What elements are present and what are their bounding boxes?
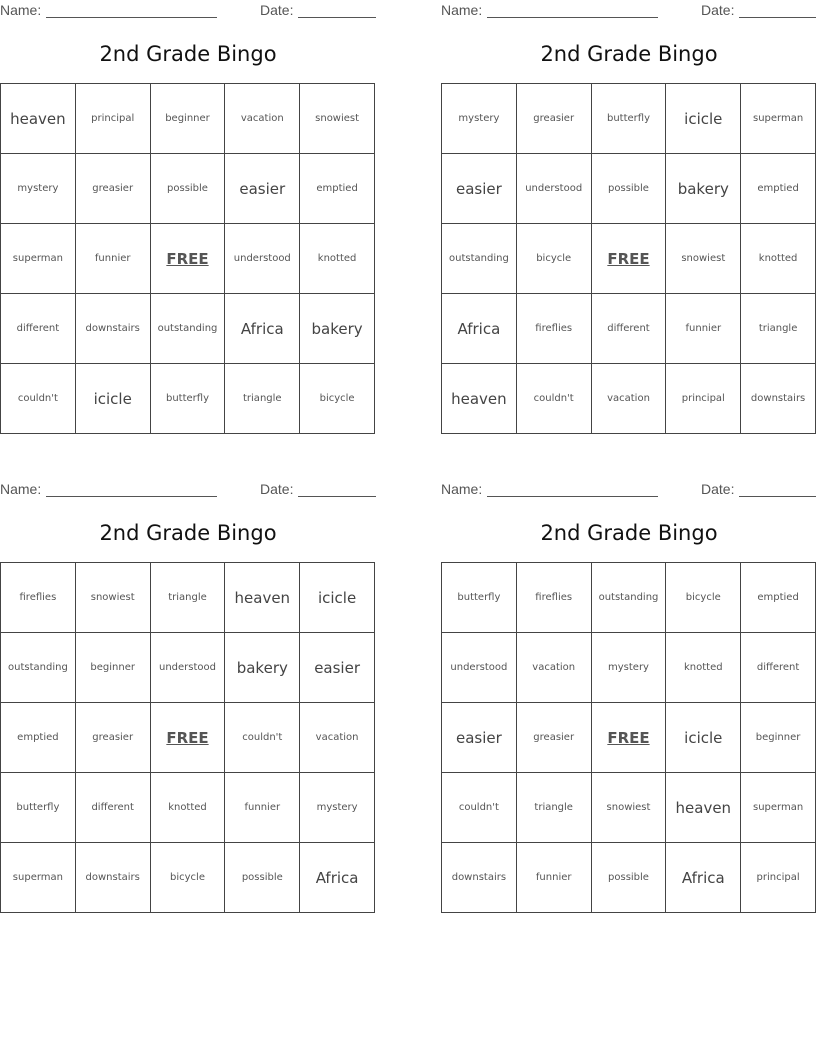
bingo-cell: butterfly — [151, 364, 226, 434]
bingo-cell: bakery — [225, 633, 300, 703]
free-space-cell: FREE — [592, 224, 667, 294]
bingo-grid — [0, 562, 375, 913]
bingo-cell: possible — [151, 154, 226, 224]
bingo-cell: snowiest — [76, 563, 151, 633]
date-blank-line — [298, 17, 376, 18]
name-blank-line — [487, 17, 658, 18]
bingo-cell: bicycle — [300, 364, 375, 434]
bingo-cell: easier — [225, 154, 300, 224]
bingo-cell: superman — [741, 773, 816, 843]
bingo-cell: outstanding — [151, 294, 226, 364]
bingo-cell: beginner — [76, 633, 151, 703]
name-date-row — [0, 2, 376, 20]
bingo-cell: vacation — [517, 633, 592, 703]
bingo-cell: mystery — [300, 773, 375, 843]
name-date-row — [441, 2, 816, 20]
bingo-cell: snowiest — [666, 224, 741, 294]
bingo-cell: icicle — [666, 84, 741, 154]
bingo-cell: principal — [741, 843, 816, 913]
date-blank-line — [298, 496, 376, 497]
bingo-cell: different — [1, 294, 76, 364]
bingo-cell: heaven — [666, 773, 741, 843]
bingo-cell: downstairs — [76, 294, 151, 364]
bingo-cell: bakery — [666, 154, 741, 224]
bingo-cell: couldn't — [517, 364, 592, 434]
free-space-cell: FREE — [151, 703, 226, 773]
name-date-row — [0, 481, 376, 499]
bingo-cell: triangle — [741, 294, 816, 364]
bingo-cell: greasier — [76, 154, 151, 224]
bingo-cell: butterfly — [442, 563, 517, 633]
bingo-cell: heaven — [442, 364, 517, 434]
bingo-cell: mystery — [1, 154, 76, 224]
name-label: Name: — [0, 2, 42, 18]
bingo-cell: funnier — [225, 773, 300, 843]
bingo-cell: fireflies — [517, 563, 592, 633]
date-blank-line — [739, 496, 816, 497]
bingo-cell: mystery — [592, 633, 667, 703]
bingo-cell: different — [741, 633, 816, 703]
bingo-cell: Africa — [442, 294, 517, 364]
name-date-row — [441, 481, 816, 499]
bingo-cell: superman — [741, 84, 816, 154]
bingo-cell: understood — [442, 633, 517, 703]
bingo-cell: bicycle — [517, 224, 592, 294]
bingo-cell: mystery — [442, 84, 517, 154]
bingo-cell: emptied — [300, 154, 375, 224]
bingo-cell: greasier — [517, 703, 592, 773]
bingo-cell: snowiest — [300, 84, 375, 154]
bingo-cell: beginner — [151, 84, 226, 154]
bingo-cell: principal — [666, 364, 741, 434]
free-space-cell: FREE — [151, 224, 226, 294]
bingo-cell: vacation — [300, 703, 375, 773]
bingo-cell: triangle — [517, 773, 592, 843]
bingo-cell: understood — [517, 154, 592, 224]
name-label: Name: — [441, 481, 483, 497]
bingo-cell: principal — [76, 84, 151, 154]
card-title: 2nd Grade Bingo — [540, 42, 718, 66]
bingo-cell: bicycle — [666, 563, 741, 633]
date-label: Date: — [260, 481, 294, 497]
bingo-cell: couldn't — [442, 773, 517, 843]
bingo-cell: icicle — [666, 703, 741, 773]
bingo-cell: outstanding — [1, 633, 76, 703]
bingo-cell: beginner — [741, 703, 816, 773]
bingo-cell: downstairs — [741, 364, 816, 434]
bingo-cell: emptied — [1, 703, 76, 773]
bingo-cell: vacation — [225, 84, 300, 154]
bingo-cell: funnier — [666, 294, 741, 364]
name-blank-line — [46, 496, 217, 497]
date-label: Date: — [701, 481, 735, 497]
bingo-cell: possible — [592, 843, 667, 913]
bingo-cell: possible — [225, 843, 300, 913]
bingo-cell: bicycle — [151, 843, 226, 913]
bingo-cell: possible — [592, 154, 667, 224]
bingo-cell: different — [76, 773, 151, 843]
bingo-cell: easier — [442, 154, 517, 224]
bingo-cell: vacation — [592, 364, 667, 434]
card-title: 2nd Grade Bingo — [99, 42, 277, 66]
bingo-cell: Africa — [300, 843, 375, 913]
bingo-cell: heaven — [225, 563, 300, 633]
bingo-cell: icicle — [300, 563, 375, 633]
bingo-cell: downstairs — [76, 843, 151, 913]
name-label: Name: — [441, 2, 483, 18]
bingo-cell: snowiest — [592, 773, 667, 843]
free-space-cell: FREE — [592, 703, 667, 773]
bingo-cell: heaven — [1, 84, 76, 154]
date-label: Date: — [701, 2, 735, 18]
bingo-cell: funnier — [517, 843, 592, 913]
bingo-cell: knotted — [300, 224, 375, 294]
bingo-cell: bakery — [300, 294, 375, 364]
bingo-cell: knotted — [666, 633, 741, 703]
name-blank-line — [46, 17, 217, 18]
bingo-grid — [0, 83, 375, 434]
bingo-cell: fireflies — [517, 294, 592, 364]
bingo-cell: icicle — [76, 364, 151, 434]
bingo-cell: knotted — [151, 773, 226, 843]
name-blank-line — [487, 496, 658, 497]
bingo-cell: couldn't — [1, 364, 76, 434]
bingo-cell: easier — [442, 703, 517, 773]
card-title: 2nd Grade Bingo — [540, 521, 718, 545]
bingo-cell: funnier — [76, 224, 151, 294]
bingo-grid — [441, 562, 816, 913]
bingo-cell: greasier — [76, 703, 151, 773]
bingo-grid — [441, 83, 816, 434]
bingo-cell: fireflies — [1, 563, 76, 633]
bingo-cell: greasier — [517, 84, 592, 154]
date-label: Date: — [260, 2, 294, 18]
bingo-cell: outstanding — [592, 563, 667, 633]
bingo-cell: understood — [225, 224, 300, 294]
bingo-cell: Africa — [225, 294, 300, 364]
bingo-cell: superman — [1, 224, 76, 294]
bingo-cell: triangle — [151, 563, 226, 633]
date-blank-line — [739, 17, 816, 18]
bingo-cell: outstanding — [442, 224, 517, 294]
card-title: 2nd Grade Bingo — [99, 521, 277, 545]
bingo-cell: emptied — [741, 563, 816, 633]
bingo-cell: couldn't — [225, 703, 300, 773]
bingo-cell: different — [592, 294, 667, 364]
bingo-cell: downstairs — [442, 843, 517, 913]
bingo-cell: triangle — [225, 364, 300, 434]
bingo-cell: butterfly — [592, 84, 667, 154]
bingo-cell: understood — [151, 633, 226, 703]
bingo-cell: easier — [300, 633, 375, 703]
name-label: Name: — [0, 481, 42, 497]
bingo-cell: Africa — [666, 843, 741, 913]
bingo-cell: emptied — [741, 154, 816, 224]
bingo-cell: knotted — [741, 224, 816, 294]
bingo-cell: butterfly — [1, 773, 76, 843]
bingo-cell: superman — [1, 843, 76, 913]
